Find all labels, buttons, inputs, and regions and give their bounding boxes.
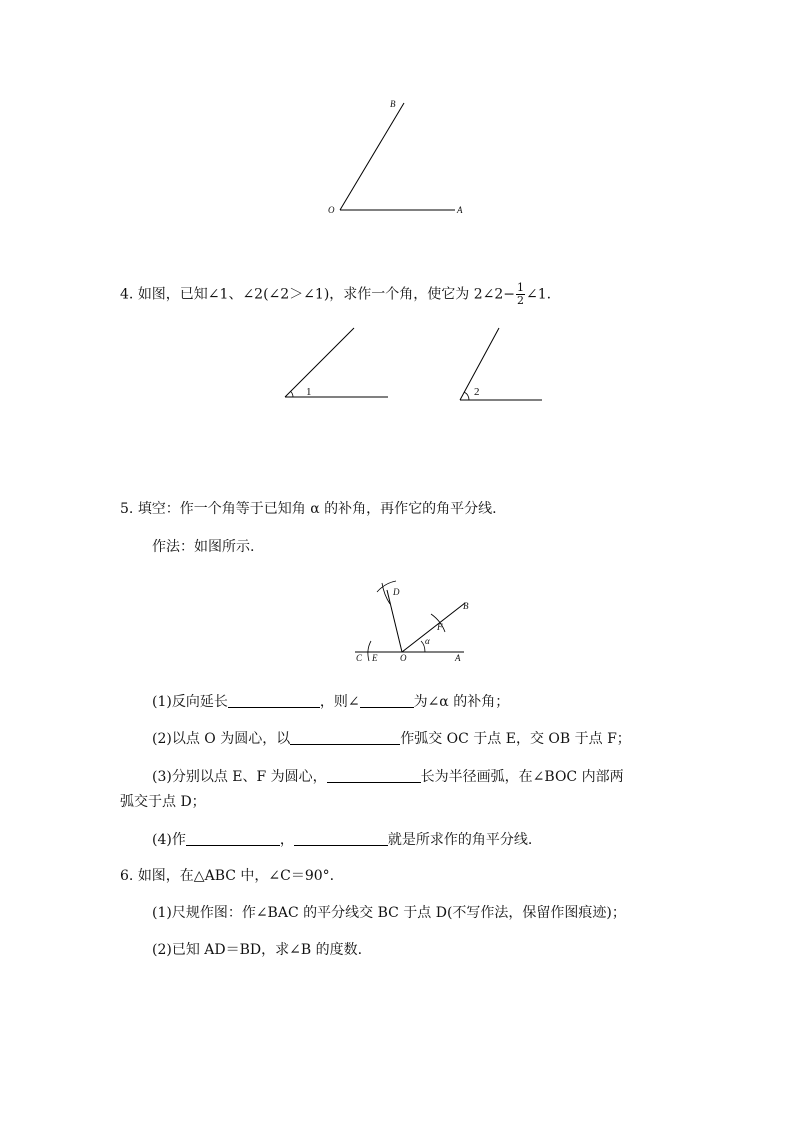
q4-text: 如图，已知∠1、∠2(∠2＞∠1)，求作一个角，使它为 2∠2− [137, 286, 516, 303]
q6-line [120, 866, 334, 886]
fraction-numerator: 1 [517, 281, 525, 294]
label-o-5: O [400, 653, 407, 663]
q5-step-4 [152, 830, 532, 850]
blank-step2[interactable] [290, 730, 400, 745]
step2-text-a: (2)以点 O 为圆心，以 [152, 731, 291, 747]
step3-text-b: 长为半径画弧，在∠BOC 内部两 [420, 769, 624, 785]
blank-step1-a[interactable] [228, 693, 320, 708]
label-o: O [328, 205, 335, 215]
step1-text-b: ，则∠ [319, 694, 360, 710]
label-f: F [437, 622, 443, 632]
q6-part-1: (1)尺规作图：作∠BAC 的平分线交 BC 于点 D(不写作法，保留作图痕迹)； [152, 905, 626, 921]
step4-text-c: 就是所求作的角平分线. [387, 832, 533, 848]
label-d: D [393, 587, 400, 597]
q5-text: 填空：作一个角等于已知角 α 的补角，再作它的角平分线. [137, 501, 497, 517]
q5-step-3 [152, 767, 624, 787]
step4-text-a: (4)作 [152, 832, 186, 848]
step1-text-c: 为∠α 的补角； [413, 694, 510, 710]
q6-text: 如图，在△ABC 中，∠C＝90°. [137, 868, 335, 884]
q5-step-2 [152, 729, 631, 749]
q4-number: 4. [120, 286, 134, 303]
q5-method: 作法：如图所示. [152, 539, 255, 555]
q5-step-3-cont: 弧交于点 D； [120, 794, 206, 810]
ray-ob-5 [402, 603, 465, 652]
label-a: A [457, 205, 463, 215]
q4-text-end: ∠1. [526, 286, 552, 303]
step4-text-b: ， [279, 832, 294, 848]
step3-text-a: (3)分别以点 E、F 为圆心， [152, 769, 327, 785]
q6-number: 6. [120, 868, 134, 884]
angle-2-label: 2 [474, 386, 480, 398]
blank-step4-a[interactable] [186, 831, 280, 846]
label-b-5: B [463, 601, 469, 611]
arc-e [368, 641, 371, 661]
blank-step4-b[interactable] [294, 831, 388, 846]
blank-step1-b[interactable] [360, 693, 414, 708]
label-c: C [356, 653, 363, 663]
fraction-denominator: 2 [517, 294, 525, 307]
step2-text-b: 作弧交 OC 于点 E，交 OB 于点 F； [400, 731, 631, 747]
q5-number: 5. [120, 501, 134, 517]
label-a-5: A [455, 653, 461, 663]
blank-step3[interactable] [327, 768, 421, 783]
step1-text-a: (1)反向延长 [152, 694, 228, 710]
label-e: E [372, 653, 378, 663]
ray-od [387, 590, 402, 652]
q6-part-2: (2)已知 AD＝BD，求∠B 的度数. [152, 942, 363, 958]
label-alpha: α [425, 636, 430, 646]
angle-1-label: 1 [306, 386, 312, 398]
q5-step-1 [152, 692, 509, 712]
label-b: B [390, 99, 396, 109]
